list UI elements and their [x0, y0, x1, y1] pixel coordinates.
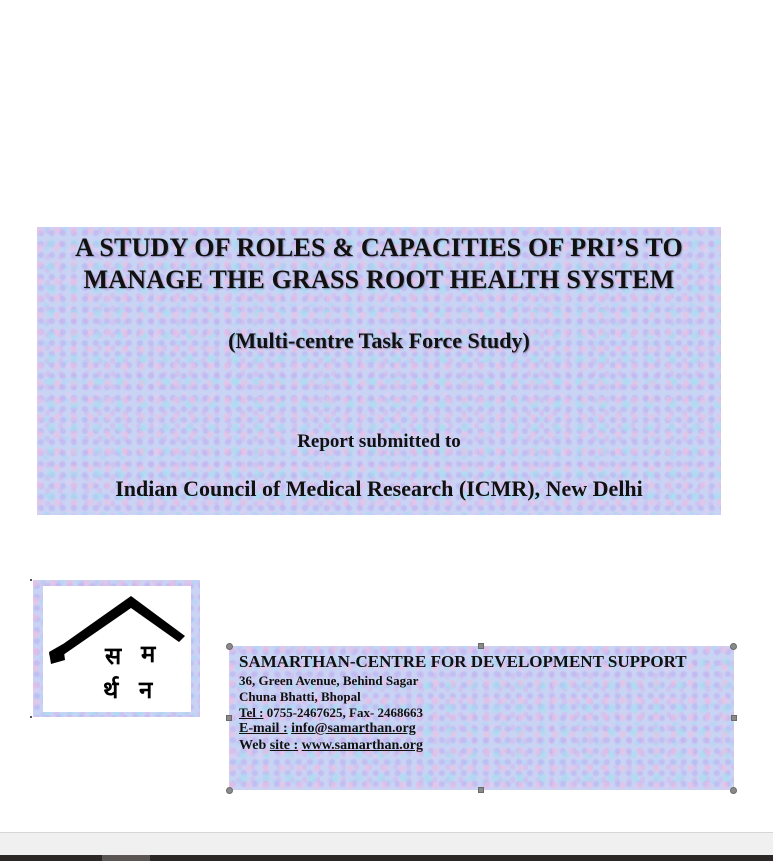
tel-label: Tel :: [239, 705, 264, 720]
anchor-dot: [30, 716, 32, 718]
title-line-1: A STUDY OF ROLES & CAPACITIES OF PRI’S TO: [75, 233, 683, 262]
contact-text-box[interactable]: [229, 646, 734, 790]
address-line-2: Chuna Bhatti, Bhopal: [239, 689, 361, 704]
logo-glyph: न: [139, 676, 153, 704]
address-line-1: 36, Green Avenue, Behind Sagar: [239, 673, 419, 688]
resize-handle-top[interactable]: [478, 643, 484, 649]
email-label: E-mail :: [239, 721, 288, 736]
subtitle: (Multi-centre Task Force Study): [228, 328, 530, 353]
telephone-line: [239, 705, 423, 721]
organization-name: SAMARTHAN-CENTRE FOR DEVELOPMENT SUPPORT: [239, 652, 687, 671]
resize-handle-left[interactable]: [226, 715, 232, 721]
email-link[interactable]: info@samarthan.org: [291, 721, 416, 736]
resize-handle-bottom[interactable]: [478, 787, 484, 793]
report-submitted-label: Report submitted to: [297, 431, 461, 452]
website-link[interactable]: www.samarthan.org: [301, 738, 423, 753]
resize-handle-bottom-right[interactable]: [730, 787, 737, 794]
samarthan-logo: [43, 586, 191, 712]
resize-handle-top-right[interactable]: [730, 643, 737, 650]
title-line-2: MANAGE THE GRASS ROOT HEALTH SYSTEM: [83, 265, 675, 294]
resize-handle-right[interactable]: [731, 715, 737, 721]
logo-glyph: स: [105, 642, 122, 670]
resize-handle-bottom-left[interactable]: [226, 787, 233, 794]
tel-value: 0755-2467625, Fax- 2468663: [263, 705, 424, 720]
title-box: [37, 227, 721, 515]
email-line: [239, 721, 416, 737]
logo-glyph: म: [141, 640, 156, 668]
anchor-dot: [30, 579, 32, 581]
web-prefix: Web: [239, 738, 270, 753]
council-name: Indian Council of Medical Research (ICMR), New Delhi: [115, 476, 643, 501]
house-roof-icon: [43, 586, 191, 712]
taskbar-active-item[interactable]: [102, 855, 150, 861]
website-line: [239, 738, 423, 754]
logo-frame[interactable]: [33, 580, 200, 717]
resize-handle-top-left[interactable]: [226, 643, 233, 650]
logo-glyph: र्थ: [103, 676, 119, 704]
web-label: site :: [269, 738, 299, 753]
